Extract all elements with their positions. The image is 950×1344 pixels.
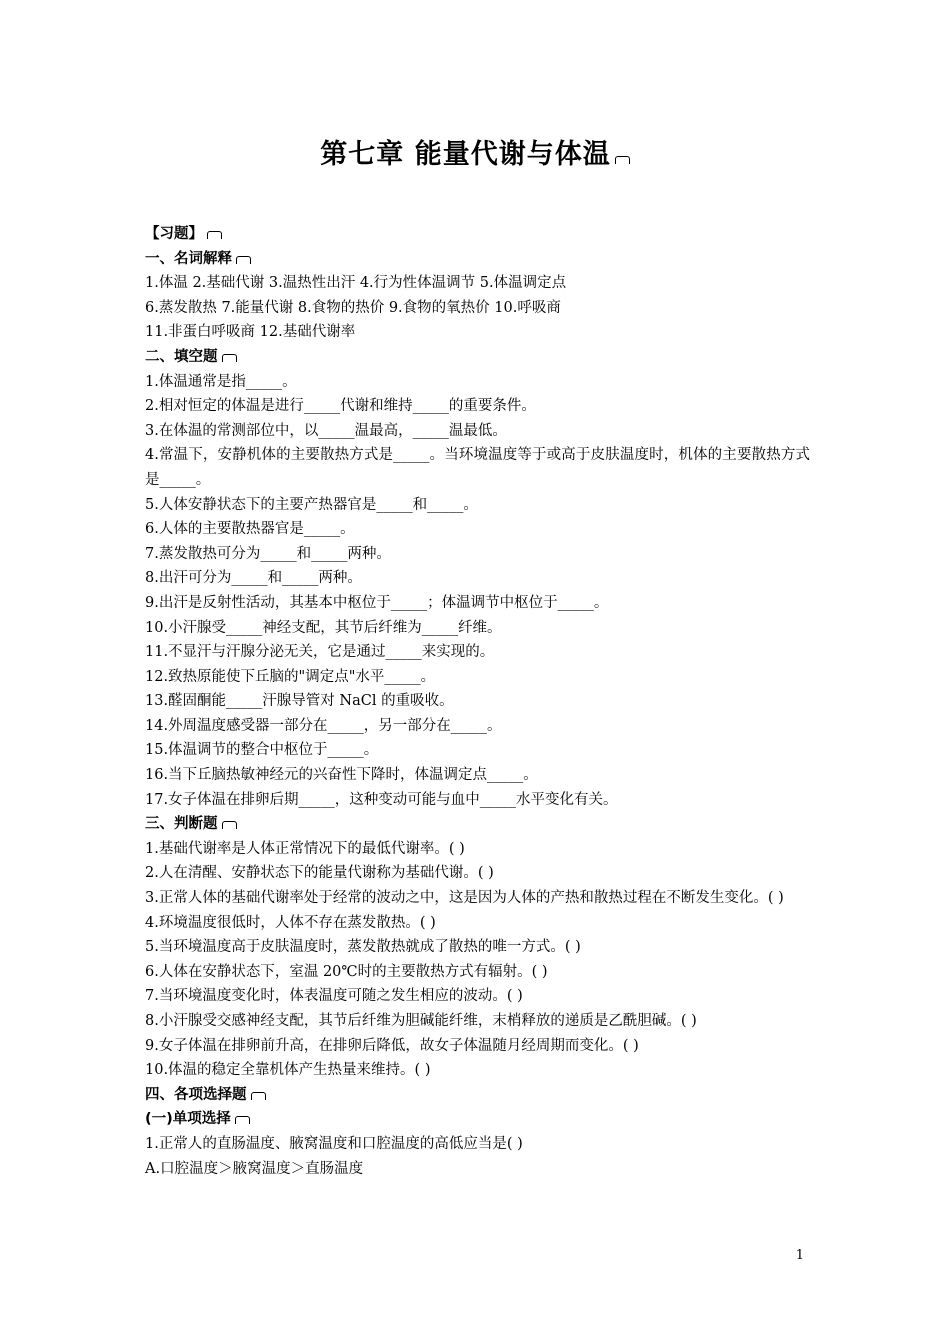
list-item: 16.当下丘脑热敏神经元的兴奋性下降时，体温调定点_____。: [145, 767, 538, 784]
list-item: 6.人体的主要散热器官是_____。: [145, 521, 355, 538]
exercise-body: [145, 222, 810, 1181]
list-item: 3.正常人体的基础代谢率处于经常的波动之中，这是因为人体的产热和散热过程在不断发生变化。( ): [145, 890, 784, 907]
paragraph-mark-icon: [251, 1092, 266, 1100]
list-item: 7.当环境温度变化时，体表温度可随之发生相应的波动。( ): [145, 988, 523, 1005]
paragraph-mark-icon: [236, 256, 251, 264]
list-item: 7.蒸发散热可分为_____和_____两种。: [145, 545, 391, 562]
list-item: 10.小汗腺受_____神经支配，其节后纤维为_____纤维。: [145, 619, 502, 636]
list-item: 4.环境温度很低时，人体不存在蒸发散热。( ): [145, 914, 436, 931]
list-item: 8.小汗腺受交感神经支配，其节后纤维为胆碱能纤维，末梢释放的递质是乙酰胆碱。( ): [145, 1013, 697, 1029]
list-item: 11.非蛋白呼吸商 12.基础代谢率: [145, 324, 356, 341]
list-item: 9.出汗是反射性活动，其基本中枢位于_____；体温调节中枢位于_____。: [145, 594, 609, 611]
list-item: 17.女子体温在排卵后期_____，这种变动可能与血中_____水平变化有关。: [145, 791, 618, 808]
list-item: 4.常温下，安静机体的主要散热方式是_____。当环境温度等于或高于皮肤温度时，机体的主要散热方式是_____。: [145, 447, 810, 488]
subsection-heading-text: (一)单项选择: [145, 1111, 231, 1128]
list-item: 11.不显汗与汗腺分泌无关，它是通过_____来实现的。: [145, 644, 495, 661]
section-heading-text: 三、判断题: [145, 816, 218, 833]
list-item: 10.体温的稳定全靠机体产生热量来维持。( ): [145, 1062, 431, 1079]
list-item: 8.出汗可分为_____和_____两种。: [145, 570, 362, 587]
list-item: A.口腔温度＞腋窝温度＞直肠温度: [145, 1160, 364, 1177]
list-item: 1.基础代谢率是人体正常情况下的最低代谢率。( ): [145, 840, 465, 857]
section-heading-terms: [145, 247, 810, 272]
list-item: 2.相对恒定的体温是进行_____代谢和维持_____的重要条件。: [145, 398, 536, 415]
list-item: 9.女子体温在排卵前升高，在排卵后降低，故女子体温随月经周期而变化。( ): [145, 1037, 639, 1054]
section-heading-text: 二、填空题: [145, 348, 218, 365]
list-item: 6.人体在安静状态下，室温 20℃时的主要散热方式有辐射。( ): [145, 963, 548, 980]
list-item: 15.体温调节的整合中枢位于_____。: [145, 742, 379, 759]
section-heading-text: 四、各项选择题: [145, 1086, 247, 1103]
paragraph-mark-icon: [222, 821, 237, 829]
list-item: 2.人在清醒、安静状态下的能量代谢称为基础代谢。( ): [145, 865, 494, 882]
list-item: 6.蒸发散热 7.能量代谢 8.食物的热价 9.食物的氧热价 10.呼吸商: [145, 299, 561, 316]
list-item: 3.在体温的常测部位中，以_____温最高，_____温最低。: [145, 422, 507, 439]
section-heading-judge: [145, 812, 810, 837]
list-item: 1.体温 2.基础代谢 3.温热性出汗 4.行为性体温调节 5.体温调定点: [145, 275, 567, 292]
paragraph-mark-icon: [222, 354, 237, 362]
paragraph-mark-icon: [615, 156, 630, 164]
list-item: 5.当环境温度高于皮肤温度时，蒸发散热就成了散热的唯一方式。( ): [145, 939, 581, 956]
list-item: 1.正常人的直肠温度、腋窝温度和口腔温度的高低应当是( ): [145, 1135, 523, 1152]
list-item: 1.体温通常是指_____。: [145, 373, 297, 390]
page-number: 1: [795, 1248, 804, 1263]
subsection-heading-single: [145, 1107, 810, 1132]
list-item: 5.人体安静状态下的主要产热器官是_____和_____。: [145, 496, 478, 513]
page-title: [0, 132, 950, 171]
list-item: 14.外周温度感受器一部分在_____，另一部分在_____。: [145, 717, 502, 734]
paragraph-mark-icon: [207, 231, 222, 239]
section-heading-text: 一、名词解释: [145, 250, 232, 267]
section-heading-choice: [145, 1083, 810, 1108]
section-heading-fill: [145, 345, 810, 370]
list-item: 12.致热原能使下丘脑的"调定点"水平_____。: [145, 668, 436, 685]
page-title-text: 第七章 能量代谢与体温: [320, 139, 611, 170]
section-tag-text: 【习题】: [145, 226, 203, 242]
list-item: 13.醛固酮能_____汗腺导管对 NaCl 的重吸收。: [145, 693, 454, 710]
section-tag: [145, 222, 810, 247]
paragraph-mark-icon: [235, 1116, 250, 1124]
